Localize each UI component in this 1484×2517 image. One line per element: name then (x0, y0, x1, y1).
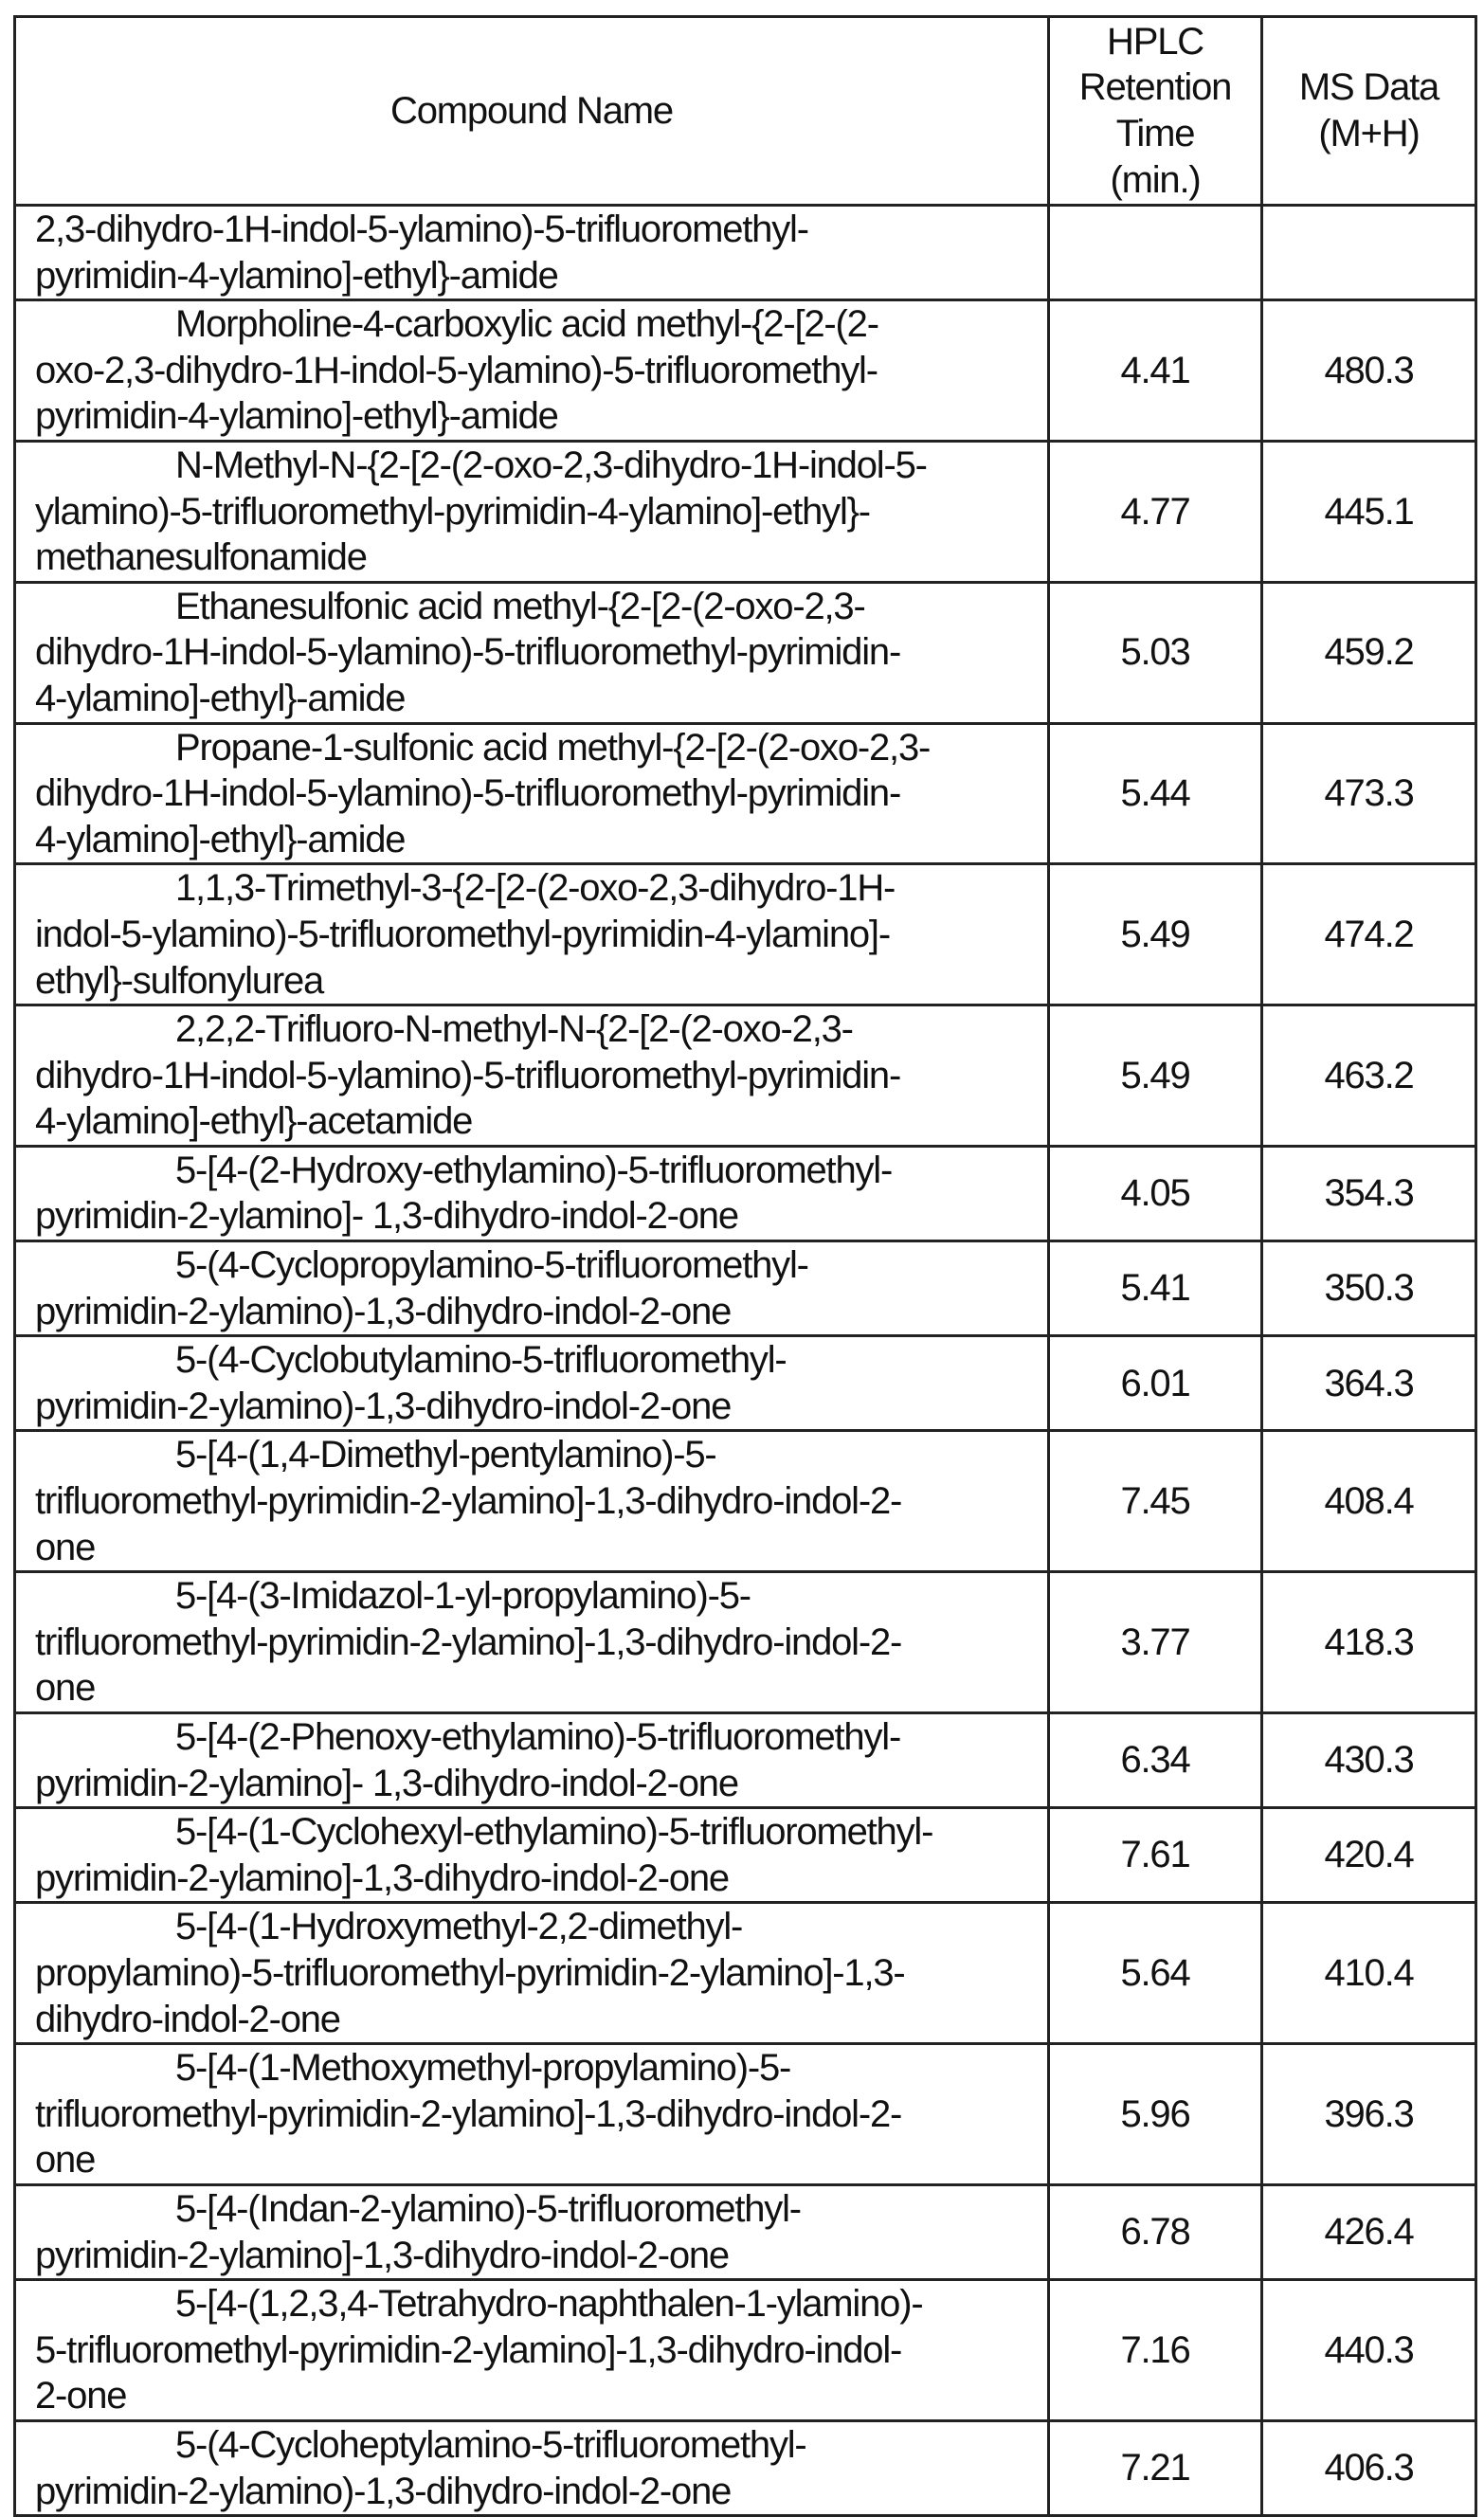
compound-name-line: pyrimidin-2-ylamino]-1,3-dihydro-indol-2-one (35, 1857, 729, 1899)
compound-name-line: pyrimidin-2-ylamino]- 1,3-dihydro-indol-2-one (35, 1195, 738, 1237)
compound-name-line: 5-(4-Cyclobutylamino-5-trifluoromethyl- (35, 1339, 787, 1381)
ms-data-cell: 410.4 (1262, 1903, 1476, 2044)
hplc-retention-time-cell: 5.96 (1049, 2044, 1262, 2185)
hplc-retention-time-cell: 7.21 (1049, 2420, 1262, 2515)
compound-name-line: N-Methyl-N-{2-[2-(2-oxo-2,3-dihydro-1H-indol-5- (35, 444, 927, 486)
compound-name-line: one (35, 1527, 95, 1568)
compound-name-cell (15, 1572, 1049, 1713)
table-row (15, 1431, 1476, 1572)
compound-name-line: methanesulfonamide (35, 536, 367, 578)
ms-data-cell: 350.3 (1262, 1241, 1476, 1336)
ms-data-cell: 480.3 (1262, 300, 1476, 442)
compound-name-cell (15, 206, 1049, 300)
hplc-retention-time-cell: 5.41 (1049, 1241, 1262, 1336)
compound-name-cell (15, 2420, 1049, 2515)
ms-data-cell: 418.3 (1262, 1572, 1476, 1713)
compound-name-line: 5-[4-(2-Phenoxy-ethylamino)-5-trifluoromethyl- (35, 1716, 900, 1758)
compound-name-cell (15, 582, 1049, 723)
compound-name-line: pyrimidin-2-ylamino]- 1,3-dihydro-indol-2-one (35, 1763, 738, 1804)
compound-name-line: 1,1,3-Trimethyl-3-{2-[2-(2-oxo-2,3-dihydro-1H- (35, 867, 895, 909)
hplc-retention-time-cell: 5.49 (1049, 864, 1262, 1005)
table-row (15, 1146, 1476, 1240)
compound-name-line: dihydro-1H-indol-5-ylamino)-5-trifluoromethyl-pyrimidin- (35, 772, 900, 814)
table-row (15, 300, 1476, 442)
compound-name-cell (15, 2184, 1049, 2279)
compound-name-line: dihydro-indol-2-one (35, 1999, 340, 2040)
compound-name-cell (15, 1241, 1049, 1336)
hplc-retention-time-cell: 5.49 (1049, 1005, 1262, 1147)
compound-name-line: trifluoromethyl-pyrimidin-2-ylamino]-1,3-dihydro-indol-2- (35, 2093, 901, 2135)
compound-name-line: pyrimidin-2-ylamino)-1,3-dihydro-indol-2-one (35, 1291, 731, 1332)
compound-name-cell (15, 2280, 1049, 2421)
table-row (15, 206, 1476, 300)
compound-data-table (13, 15, 1477, 2517)
table-row (15, 1572, 1476, 1713)
hplc-retention-time-cell: 4.77 (1049, 441, 1262, 582)
compound-name-line: 4-ylamino]-ethyl}-amide (35, 819, 405, 860)
table-row (15, 2184, 1476, 2279)
compound-name-line: pyrimidin-2-ylamino)-1,3-dihydro-indol-2-one (35, 2471, 731, 2512)
ms-data-cell: 474.2 (1262, 864, 1476, 1005)
header-compound-name: Compound Name (15, 17, 1049, 206)
table-row (15, 1713, 1476, 1808)
hplc-retention-time-cell: 5.03 (1049, 582, 1262, 723)
ms-data-cell: 463.2 (1262, 1005, 1476, 1147)
ms-data-cell: 426.4 (1262, 2184, 1476, 2279)
table-row (15, 2420, 1476, 2515)
table-row (15, 2280, 1476, 2421)
ms-data-cell: 430.3 (1262, 1713, 1476, 1808)
table-row (15, 723, 1476, 864)
ms-data-cell: 396.3 (1262, 2044, 1476, 2185)
ms-data-cell (1262, 206, 1476, 300)
table-header-row (15, 17, 1476, 206)
ms-data-cell: 406.3 (1262, 2420, 1476, 2515)
compound-name-cell (15, 1336, 1049, 1431)
compound-name-line: Morpholine-4-carboxylic acid methyl-{2-[2-(2- (35, 303, 878, 345)
table-row (15, 1005, 1476, 1147)
ms-data-cell: 440.3 (1262, 2280, 1476, 2421)
compound-name-line: ylamino)-5-trifluoromethyl-pyrimidin-4-ylamino]-ethyl}- (35, 491, 870, 533)
compound-name-line: pyrimidin-2-ylamino]-1,3-dihydro-indol-2-one (35, 2235, 729, 2276)
compound-name-cell (15, 864, 1049, 1005)
ms-data-cell: 445.1 (1262, 441, 1476, 582)
hplc-retention-time-cell: 5.44 (1049, 723, 1262, 864)
hplc-retention-time-cell: 4.05 (1049, 1146, 1262, 1240)
compound-name-cell (15, 1005, 1049, 1147)
compound-name-line: pyrimidin-4-ylamino]-ethyl}-amide (35, 255, 558, 297)
hplc-retention-time-cell: 6.01 (1049, 1336, 1262, 1431)
compound-name-line: dihydro-1H-indol-5-ylamino)-5-trifluoromethyl-pyrimidin- (35, 1055, 900, 1096)
compound-name-cell (15, 1713, 1049, 1808)
compound-name-line: 2-one (35, 2375, 126, 2417)
compound-name-line: 5-(4-Cyclopropylamino-5-trifluoromethyl- (35, 1244, 808, 1286)
compound-name-line: oxo-2,3-dihydro-1H-indol-5-ylamino)-5-trifluoromethyl- (35, 350, 878, 391)
ms-data-cell: 420.4 (1262, 1808, 1476, 1903)
hplc-retention-time-cell: 3.77 (1049, 1572, 1262, 1713)
compound-name-line: dihydro-1H-indol-5-ylamino)-5-trifluoromethyl-pyrimidin- (35, 631, 900, 673)
compound-name-line: 5-[4-(1,4-Dimethyl-pentylamino)-5- (35, 1434, 716, 1476)
compound-name-line: propylamino)-5-trifluoromethyl-pyrimidin-2-ylamino]-1,3- (35, 1952, 905, 1994)
ms-data-cell: 408.4 (1262, 1431, 1476, 1572)
compound-name-line: pyrimidin-2-ylamino)-1,3-dihydro-indol-2-one (35, 1385, 731, 1427)
compound-name-line: 5-[4-(Indan-2-ylamino)-5-trifluoromethyl- (35, 2188, 801, 2230)
table-row (15, 582, 1476, 723)
hplc-retention-time-cell: 7.61 (1049, 1808, 1262, 1903)
compound-name-line: 5-[4-(1-Hydroxymethyl-2,2-dimethyl- (35, 1906, 742, 1947)
ms-data-cell: 459.2 (1262, 582, 1476, 723)
header-hplc-retention-time: HPLC Retention Time (min.) (1049, 17, 1262, 206)
compound-name-cell (15, 1146, 1049, 1240)
compound-name-line: 4-ylamino]-ethyl}-amide (35, 678, 405, 719)
table-row (15, 1808, 1476, 1903)
compound-name-cell (15, 1431, 1049, 1572)
compound-name-line: 5-[4-(1,2,3,4-Tetrahydro-naphthalen-1-ylamino)- (35, 2283, 922, 2325)
compound-name-line: 2,3-dihydro-1H-indol-5-ylamino)-5-trifluoromethyl- (35, 208, 808, 250)
compound-name-line: trifluoromethyl-pyrimidin-2-ylamino]-1,3-dihydro-indol-2- (35, 1480, 901, 1522)
compound-name-line: ethyl}-sulfonylurea (35, 960, 323, 1002)
compound-name-cell (15, 441, 1049, 582)
compound-name-line: one (35, 2139, 95, 2181)
hplc-retention-time-cell: 7.16 (1049, 2280, 1262, 2421)
compound-name-line: 5-[4-(2-Hydroxy-ethylamino)-5-trifluoromethyl- (35, 1150, 892, 1191)
compound-name-cell (15, 2044, 1049, 2185)
compound-name-line: 5-trifluoromethyl-pyrimidin-2-ylamino]-1,3-dihydro-indol- (35, 2329, 901, 2371)
ms-data-cell: 473.3 (1262, 723, 1476, 864)
compound-name-line: trifluoromethyl-pyrimidin-2-ylamino]-1,3-dihydro-indol-2- (35, 1621, 901, 1663)
hplc-retention-time-cell: 6.78 (1049, 2184, 1262, 2279)
compound-name-line: 5-[4-(3-Imidazol-1-yl-propylamino)-5- (35, 1575, 751, 1617)
hplc-retention-time-cell: 6.34 (1049, 1713, 1262, 1808)
header-ms-data: MS Data (M+H) (1262, 17, 1476, 206)
hplc-retention-time-cell: 4.41 (1049, 300, 1262, 442)
compound-name-cell (15, 1903, 1049, 2044)
table-row (15, 441, 1476, 582)
table-body (15, 206, 1476, 2516)
hplc-retention-time-cell: 5.64 (1049, 1903, 1262, 2044)
compound-name-line: 5-[4-(1-Cyclohexyl-ethylamino)-5-trifluoromethyl- (35, 1811, 932, 1853)
table-row (15, 2044, 1476, 2185)
compound-name-line: pyrimidin-4-ylamino]-ethyl}-amide (35, 395, 558, 437)
table-row (15, 864, 1476, 1005)
hplc-retention-time-cell (1049, 206, 1262, 300)
table-row (15, 1903, 1476, 2044)
table-row (15, 1336, 1476, 1431)
compound-name-line: one (35, 1667, 95, 1709)
table-row (15, 1241, 1476, 1336)
ms-data-cell: 354.3 (1262, 1146, 1476, 1240)
compound-name-line: Ethanesulfonic acid methyl-{2-[2-(2-oxo-2,3- (35, 586, 865, 627)
hplc-retention-time-cell: 7.45 (1049, 1431, 1262, 1572)
compound-name-line: Propane-1-sulfonic acid methyl-{2-[2-(2-oxo-2,3- (35, 727, 930, 769)
compound-name-cell (15, 1808, 1049, 1903)
compound-name-line: 4-ylamino]-ethyl}-acetamide (35, 1100, 472, 1142)
compound-name-cell (15, 300, 1049, 442)
compound-name-line: 5-(4-Cycloheptylamino-5-trifluoromethyl- (35, 2424, 806, 2466)
compound-name-line: 5-[4-(1-Methoxymethyl-propylamino)-5- (35, 2047, 790, 2089)
compound-name-line: indol-5-ylamino)-5-trifluoromethyl-pyrimidin-4-ylamino]- (35, 914, 890, 955)
compound-name-cell (15, 723, 1049, 864)
ms-data-cell: 364.3 (1262, 1336, 1476, 1431)
compound-name-line: 2,2,2-Trifluoro-N-methyl-N-{2-[2-(2-oxo-2,3- (35, 1008, 853, 1050)
